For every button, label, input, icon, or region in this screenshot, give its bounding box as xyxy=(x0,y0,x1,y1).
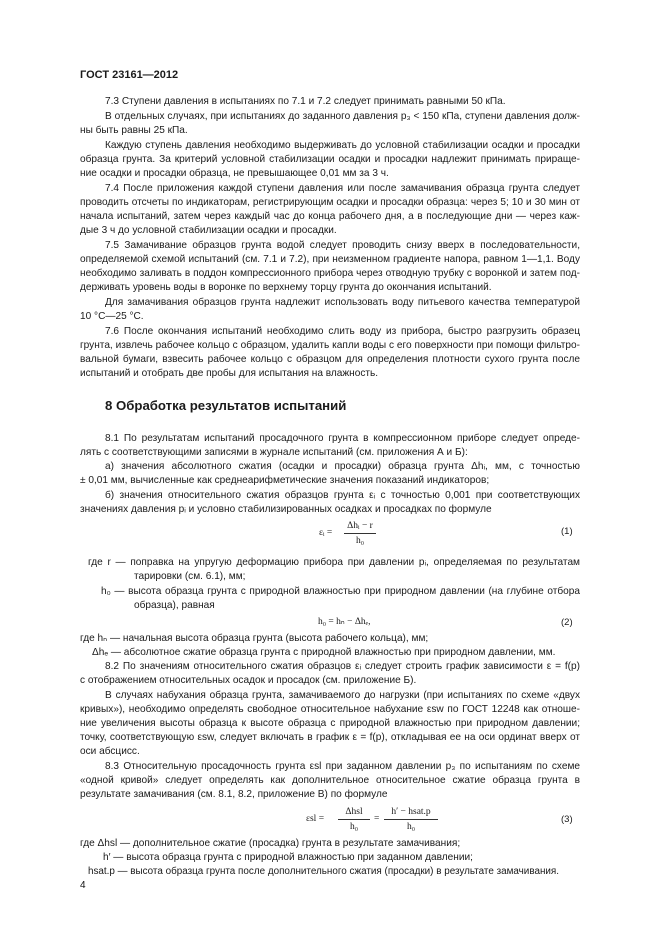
formula-1-lhs: εᵢ = xyxy=(319,528,333,538)
paragraph-line: Каждую ступень давления необходимо выдерживать до условной стабилизации осадки и просадки xyxy=(105,140,580,151)
definition-line: Δhₑ — абсолютное сжатие образца грунта с природной влажностью при природном давлении, мм. xyxy=(92,647,556,658)
paragraph-line: определяемой схемой испытаний (см. 7.1 и 7.2), при неизменном градиенте напора, равном 1—1,1. Воду xyxy=(80,254,580,265)
paragraph-line: 7.6 После окончания испытаний необходимо слить воду из прибора, быстро разгрузить образец xyxy=(105,326,580,337)
paragraph-line: грунта, извлечь рабочее кольцо с образцом, удалить капли воды с его поверхности при помощи фильтро- xyxy=(80,340,580,351)
paragraph-line: испытаний и отобрать две пробы для испытания на влажность. xyxy=(80,368,379,379)
formula-3-fraction-bar-1 xyxy=(338,819,370,820)
paragraph-line: 8.2 По значениям относительного сжатия образцов εᵢ следует строить график зависимости ε = f(p) xyxy=(105,661,580,672)
paragraph-line: дые 3 ч до условной стабилизации осадки и просадки. xyxy=(80,225,337,236)
paragraph-line: ± 0,01 мм, вычисленные как среднеарифметические значения показаний индикаторов; xyxy=(80,475,490,486)
paragraph-line: а) значения абсолютного сжатия (осадки и просадки) образца грунта Δhᵢ, мм, с точностью xyxy=(105,461,580,472)
paragraph-line: начала испытаний, затем через каждый час до конца рабочего дня, а в последующие дни — через каж- xyxy=(80,211,580,222)
paragraph-line: 7.4 После приложения каждой ступени давления или после замачивания образца грунта следует xyxy=(105,183,580,194)
paragraph-line: кривых»), необходимо определять свободное относительное набухание εsw по ГОСТ 12248 как отноше- xyxy=(80,704,580,715)
page-number: 4 xyxy=(80,880,86,891)
paragraph-line: ние увеличения высоты образца к высоте образца с природной влажностью при природном давлении; xyxy=(80,718,580,729)
formula-1-denominator: h₀ xyxy=(355,536,365,546)
paragraph-line: 7.5 Замачивание образцов грунта водой следует проводить снизу вверх в последовательности, xyxy=(105,240,580,251)
definition-line: образца), равная xyxy=(134,600,215,611)
paragraph-line: точку, соответствующую εsw, следует включать в график ε = f(p), откладывая ее на оси ординат вверх от xyxy=(80,732,580,743)
formula-3-denominator-2: h₀ xyxy=(406,822,416,832)
formula-3-lhs: εsl = xyxy=(306,814,325,824)
paragraph-line: лять с соответствующими записями в журнале испытаний (см. приложения А и Б): xyxy=(80,447,468,458)
paragraph-line: с отображением относительных осадок и просадок (см. приложение Б). xyxy=(80,675,417,686)
paragraph-line: проводить отсчеты по индикаторам, регистрирующим осадки и просадки образца: через 5; 10 и 30 мин от xyxy=(80,197,580,208)
definition-line: h₀ — высота образца грунта с природной влажностью при природном давлении (на глубине отбора xyxy=(101,586,580,597)
section-heading: 8 Обработка результатов испытаний xyxy=(105,398,347,413)
formula-1-numerator: Δhᵢ − r xyxy=(347,521,373,531)
formula-1-fraction-bar xyxy=(344,533,376,534)
paragraph-line: оси абсцисс. xyxy=(80,746,140,757)
paragraph-line: В случаях набухания образца грунта, замачиваемого до нагрузки (при испытаниях по схеме «двух xyxy=(105,690,580,701)
paragraph-line: 8.1 По результатам испытаний просадочного грунта в компрессионном приборе следует опреде- xyxy=(105,433,580,444)
formula-1-number: (1) xyxy=(561,526,573,537)
paragraph-line: значениях давления pᵢ и условно стабилизированных осадках и просадках по формуле xyxy=(80,504,492,515)
formula-2: h₀ = hₙ − Δhₑ, xyxy=(318,617,371,627)
definition-line: h′ — высота образца грунта с природной влажностью при заданном давлении; xyxy=(103,852,473,863)
definition-line: где r — поправка на упругую деформацию прибора при давлении pᵢ, определяемая по результатам xyxy=(88,557,580,568)
paragraph-line: 7.3 Ступени давления в испытаниях по 7.1 и 7.2 следует принимать равными 50 кПа. xyxy=(105,96,506,107)
formula-3-numerator-2: h′ − hsat.p xyxy=(391,807,431,817)
paragraph-line: ны быть равны 25 кПа. xyxy=(80,125,188,136)
paragraph-line: ние осадки и просадки образца, не превышающее 0,01 мм за 3 ч. xyxy=(80,168,389,179)
formula-3-numerator-1: Δhsl xyxy=(345,807,363,817)
definition-line: hsat.p — высота образца грунта после дополнительного сжатия (просадки) в результате замачивания. xyxy=(88,866,560,877)
paragraph-line: результате замачивания (см. 8.1, 8.2, приложение В) по формуле xyxy=(80,789,388,800)
paragraph-line: 10 °С—25 °С. xyxy=(80,311,144,322)
document-header: ГОСТ 23161—2012 xyxy=(80,69,179,81)
paragraph-line: б) значения относительного сжатия образцов грунта εᵢ с точностью 0,001 при соответствующих xyxy=(105,490,580,501)
formula-3-fraction-bar-2 xyxy=(384,819,438,820)
paragraph-line: образца грунта. За критерий условной стабилизации осадки и просадки надлежит принимать прираще- xyxy=(80,154,580,165)
paragraph-line: «одной кривой» следует определять как дополнительное относительное сжатие образца грунта в xyxy=(80,775,580,786)
paragraph-line: держивать уровень воды в воронке по верхнему торцу грунта до окончания испытаний. xyxy=(80,282,492,293)
definition-line: где Δhsl — дополнительное сжатие (просадка) грунта в результате замачивания; xyxy=(80,838,461,849)
definition-line: тарировки (см. 6.1), мм; xyxy=(134,571,246,582)
definition-line: где hₙ — начальная высота образца грунта (высота рабочего кольца), мм; xyxy=(80,633,429,644)
paragraph-line: Для замачивания образцов грунта надлежит использовать воду питьевого качества температурой xyxy=(105,297,580,308)
formula-3-equals: = xyxy=(374,814,380,824)
paragraph-line: вальной бумаги, взвесить рабочее кольцо с образцом для определения плотности сухого грунта после xyxy=(80,354,580,365)
formula-2-number: (2) xyxy=(561,617,573,628)
paragraph-line: В отдельных случаях, при испытаниях до заданного давления p₃ < 150 кПа, ступени давления долж- xyxy=(105,111,580,122)
formula-3-denominator-1: h₀ xyxy=(349,822,359,832)
formula-3-number: (3) xyxy=(561,814,573,825)
paragraph-line: 8.3 Относительную просадочность грунта εsl при заданном давлении p₃ по испытаниям по схеме xyxy=(105,761,580,772)
paragraph-line: необходимо заливать в поддон компрессионного прибора через отводную трубку с воронкой и затем под- xyxy=(80,268,580,279)
